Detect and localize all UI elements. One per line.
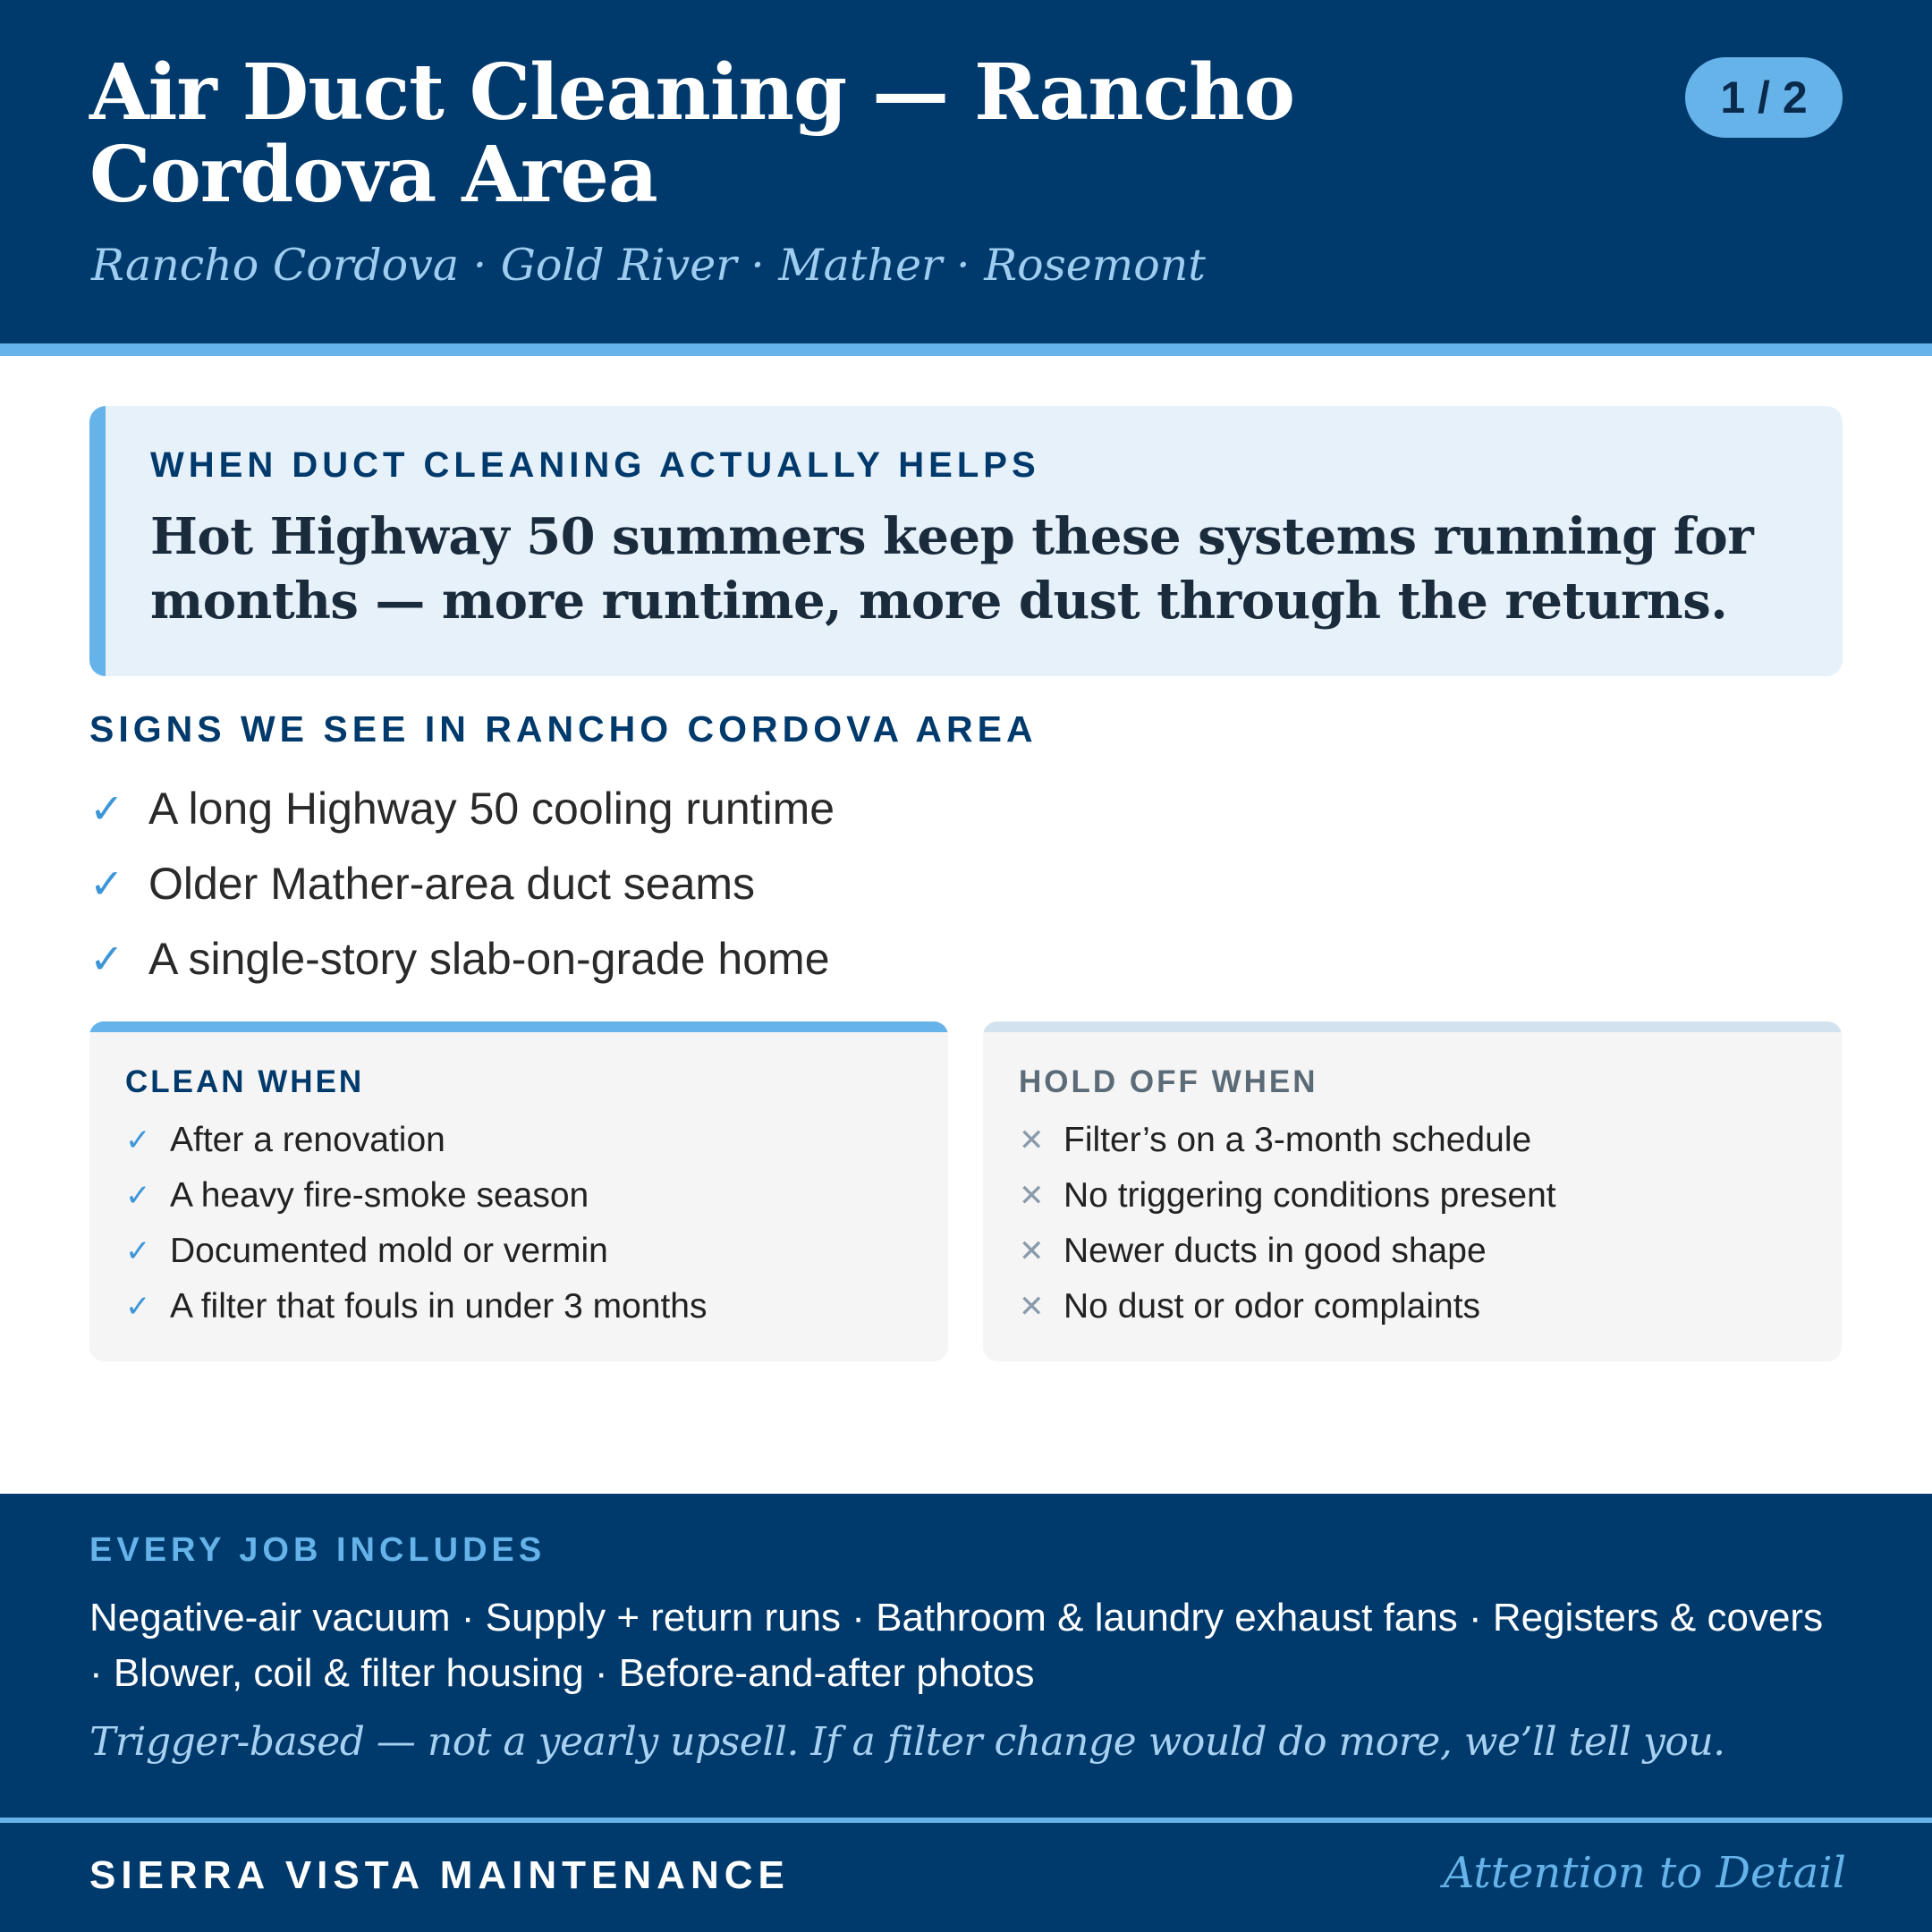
check-icon: ✓ <box>125 1179 151 1213</box>
card-accent-rule <box>89 1021 948 1032</box>
list-item-label: A filter that fouls in under 3 months <box>170 1287 708 1326</box>
list-item <box>125 1224 708 1279</box>
list-item <box>125 1279 708 1335</box>
list-item <box>125 1168 708 1224</box>
list-item <box>89 846 835 921</box>
check-icon: ✓ <box>125 1123 151 1157</box>
list-item <box>89 921 835 996</box>
card-accent-rule <box>983 1021 1842 1032</box>
callout-body: Hot Highway 50 summers keep these systems running for months — more runtime, more dust through the returns. <box>150 507 1754 631</box>
brand-tagline: Attention to Detail <box>1443 1848 1846 1898</box>
list-item-label: Documented mold or vermin <box>170 1232 608 1270</box>
signs-heading: SIGNS WE SEE IN RANCHO CORDOVA AREA <box>89 708 1038 750</box>
service-areas-subtitle: Rancho Cordova · Gold River · Mather · Rosemont <box>91 240 1206 291</box>
header-rule <box>0 343 1932 356</box>
clean-when-heading: CLEAN WHEN <box>125 1064 365 1099</box>
clean-when-list <box>125 1113 708 1335</box>
list-item-label: A long Highway 50 cooling runtime <box>148 784 835 834</box>
page-title: Air Duct Cleaning — Rancho Cordova Area <box>89 47 1295 220</box>
includes-body: Negative-air vacuum · Supply + return runs · Bathroom & laundry exhaust fans · Registers & covers · Blower, coil & filter housing · Before-and-after photos <box>89 1596 1824 1695</box>
list-item-label: Filter’s on a 3-month schedule <box>1063 1121 1532 1159</box>
includes-heading: EVERY JOB INCLUDES <box>89 1531 547 1569</box>
signs-list <box>89 771 835 996</box>
cross-icon: ✕ <box>1019 1123 1045 1157</box>
footer-rule <box>0 1818 1932 1823</box>
list-item <box>1019 1224 1556 1279</box>
hold-off-when-heading: HOLD OFF WHEN <box>1019 1064 1318 1099</box>
callout-accent-bar <box>89 406 106 676</box>
hold-off-when-card <box>983 1021 1842 1361</box>
check-icon: ✓ <box>89 860 124 907</box>
list-item-label: No triggering conditions present <box>1063 1176 1556 1215</box>
includes-note: Trigger-based — not a yearly upsell. If a filter change would do more, we’ll tell you. <box>89 1719 1725 1765</box>
hold-off-when-list <box>1019 1113 1556 1335</box>
cross-icon: ✕ <box>1019 1179 1045 1213</box>
list-item <box>1019 1113 1556 1168</box>
cross-icon: ✕ <box>1019 1234 1045 1268</box>
page-indicator-badge: 1 / 2 <box>1685 57 1843 138</box>
list-item-label: No dust or odor complaints <box>1063 1287 1481 1326</box>
list-item-label: After a renovation <box>170 1121 445 1159</box>
brand-name: SIERRA VISTA MAINTENANCE <box>89 1853 790 1897</box>
check-icon: ✓ <box>89 785 124 832</box>
list-item <box>1019 1279 1556 1335</box>
list-item-label: Newer ducts in good shape <box>1063 1232 1487 1270</box>
list-item-label: Older Mather-area duct seams <box>148 859 756 909</box>
check-icon: ✓ <box>89 936 124 982</box>
callout-label: WHEN DUCT CLEANING ACTUALLY HELPS <box>150 445 1040 485</box>
list-item <box>1019 1168 1556 1224</box>
list-item-label: A single-story slab-on-grade home <box>148 934 830 984</box>
check-icon: ✓ <box>125 1290 151 1324</box>
check-icon: ✓ <box>125 1234 151 1268</box>
list-item <box>125 1113 708 1168</box>
clean-when-card <box>89 1021 948 1361</box>
callout-box <box>89 406 1843 676</box>
list-item-label: A heavy fire-smoke season <box>170 1176 589 1215</box>
cross-icon: ✕ <box>1019 1290 1045 1324</box>
list-item <box>89 771 835 846</box>
